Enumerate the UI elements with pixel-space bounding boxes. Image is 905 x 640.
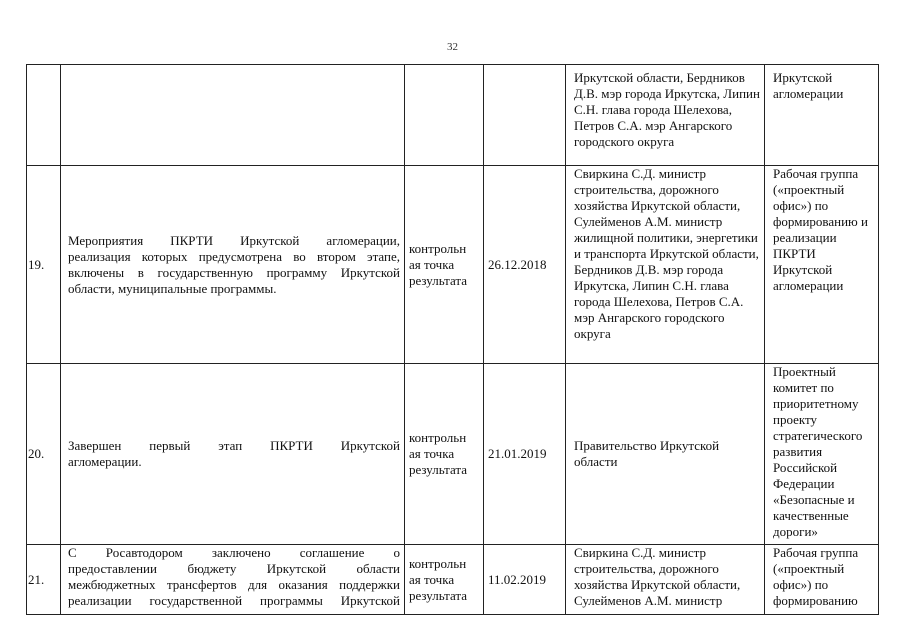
row-date — [484, 65, 566, 166]
row-number — [27, 65, 61, 166]
description-line: предоставлении бюджету Иркутской области — [68, 561, 400, 576]
row-type: контрольн ая точка результата — [405, 545, 484, 615]
row-type: контрольн ая точка результата — [405, 364, 484, 545]
description-line: включены в государственную программу Иркутской — [68, 264, 400, 280]
row-working-group: Иркутской агломерации — [765, 65, 879, 166]
table-row — [27, 364, 879, 545]
plan-table — [26, 64, 879, 615]
row-working-group: Рабочая группа («проектный офис») по формированию и реализации ПКРТИ Иркутской агломерации — [765, 166, 879, 364]
row-number: 21. — [27, 545, 61, 615]
table-row — [27, 166, 879, 364]
row-responsible: Правительство Иркутской области — [566, 364, 765, 545]
row-description — [61, 166, 405, 364]
description-line: межбюджетных трансфертов для оказания поддержки — [68, 577, 400, 592]
row-responsible: Свиркина С.Д. министр строительства, дорожного хозяйства Иркутской области, Сулейменов А.М. министр жилищной политики, энергетики и транспорта Иркутской области, Бердников Д.В. мэр города Иркутска, Липин С.Н. глава города Шелехова, Петров С.А. мэр Ангарского городского округа — [566, 166, 765, 364]
row-responsible: Иркутской области, Бердников Д.В. мэр города Иркутска, Липин С.Н. глава города Шелехова, Петров С.А. мэр Ангарского городского округа — [566, 65, 765, 166]
row-number: 20. — [27, 364, 61, 545]
row-date: 26.12.2018 — [484, 166, 566, 364]
row-description — [61, 65, 405, 166]
row-description — [61, 364, 405, 545]
row-date: 21.01.2019 — [484, 364, 566, 545]
row-type: контрольн ая точка результата — [405, 166, 484, 364]
description-line: С Росавтодором заключено соглашение о — [68, 545, 400, 560]
description-line: Завершен первый этап ПКРТИ Иркутской — [68, 438, 400, 453]
row-responsible: Свиркина С.Д. министр строительства, дорожного хозяйства Иркутской области, Сулейменов А.М. министр — [566, 545, 765, 615]
page-number: 32 — [447, 41, 458, 53]
table-row — [27, 545, 879, 615]
description-line: Мероприятия ПКРТИ Иркутской агломерации, — [68, 232, 400, 248]
row-date: 11.02.2019 — [484, 545, 566, 615]
description-line: реализация которых предусмотрена во втором этапе, — [68, 248, 400, 264]
table-row — [27, 65, 879, 166]
description-line: агломерации. — [68, 454, 142, 469]
row-type — [405, 65, 484, 166]
description-line: реализации государственной программы Иркутской — [68, 593, 400, 608]
row-description — [61, 545, 405, 615]
row-working-group: Рабочая группа («проектный офис») по формированию — [765, 545, 879, 615]
row-working-group: Проектный комитет по приоритетному проекту стратегического развития Российской Федерации «Безопасные и качественные дороги» — [765, 364, 879, 545]
description-line: области, муниципальные программы. — [68, 280, 277, 296]
row-number: 19. — [27, 166, 61, 364]
